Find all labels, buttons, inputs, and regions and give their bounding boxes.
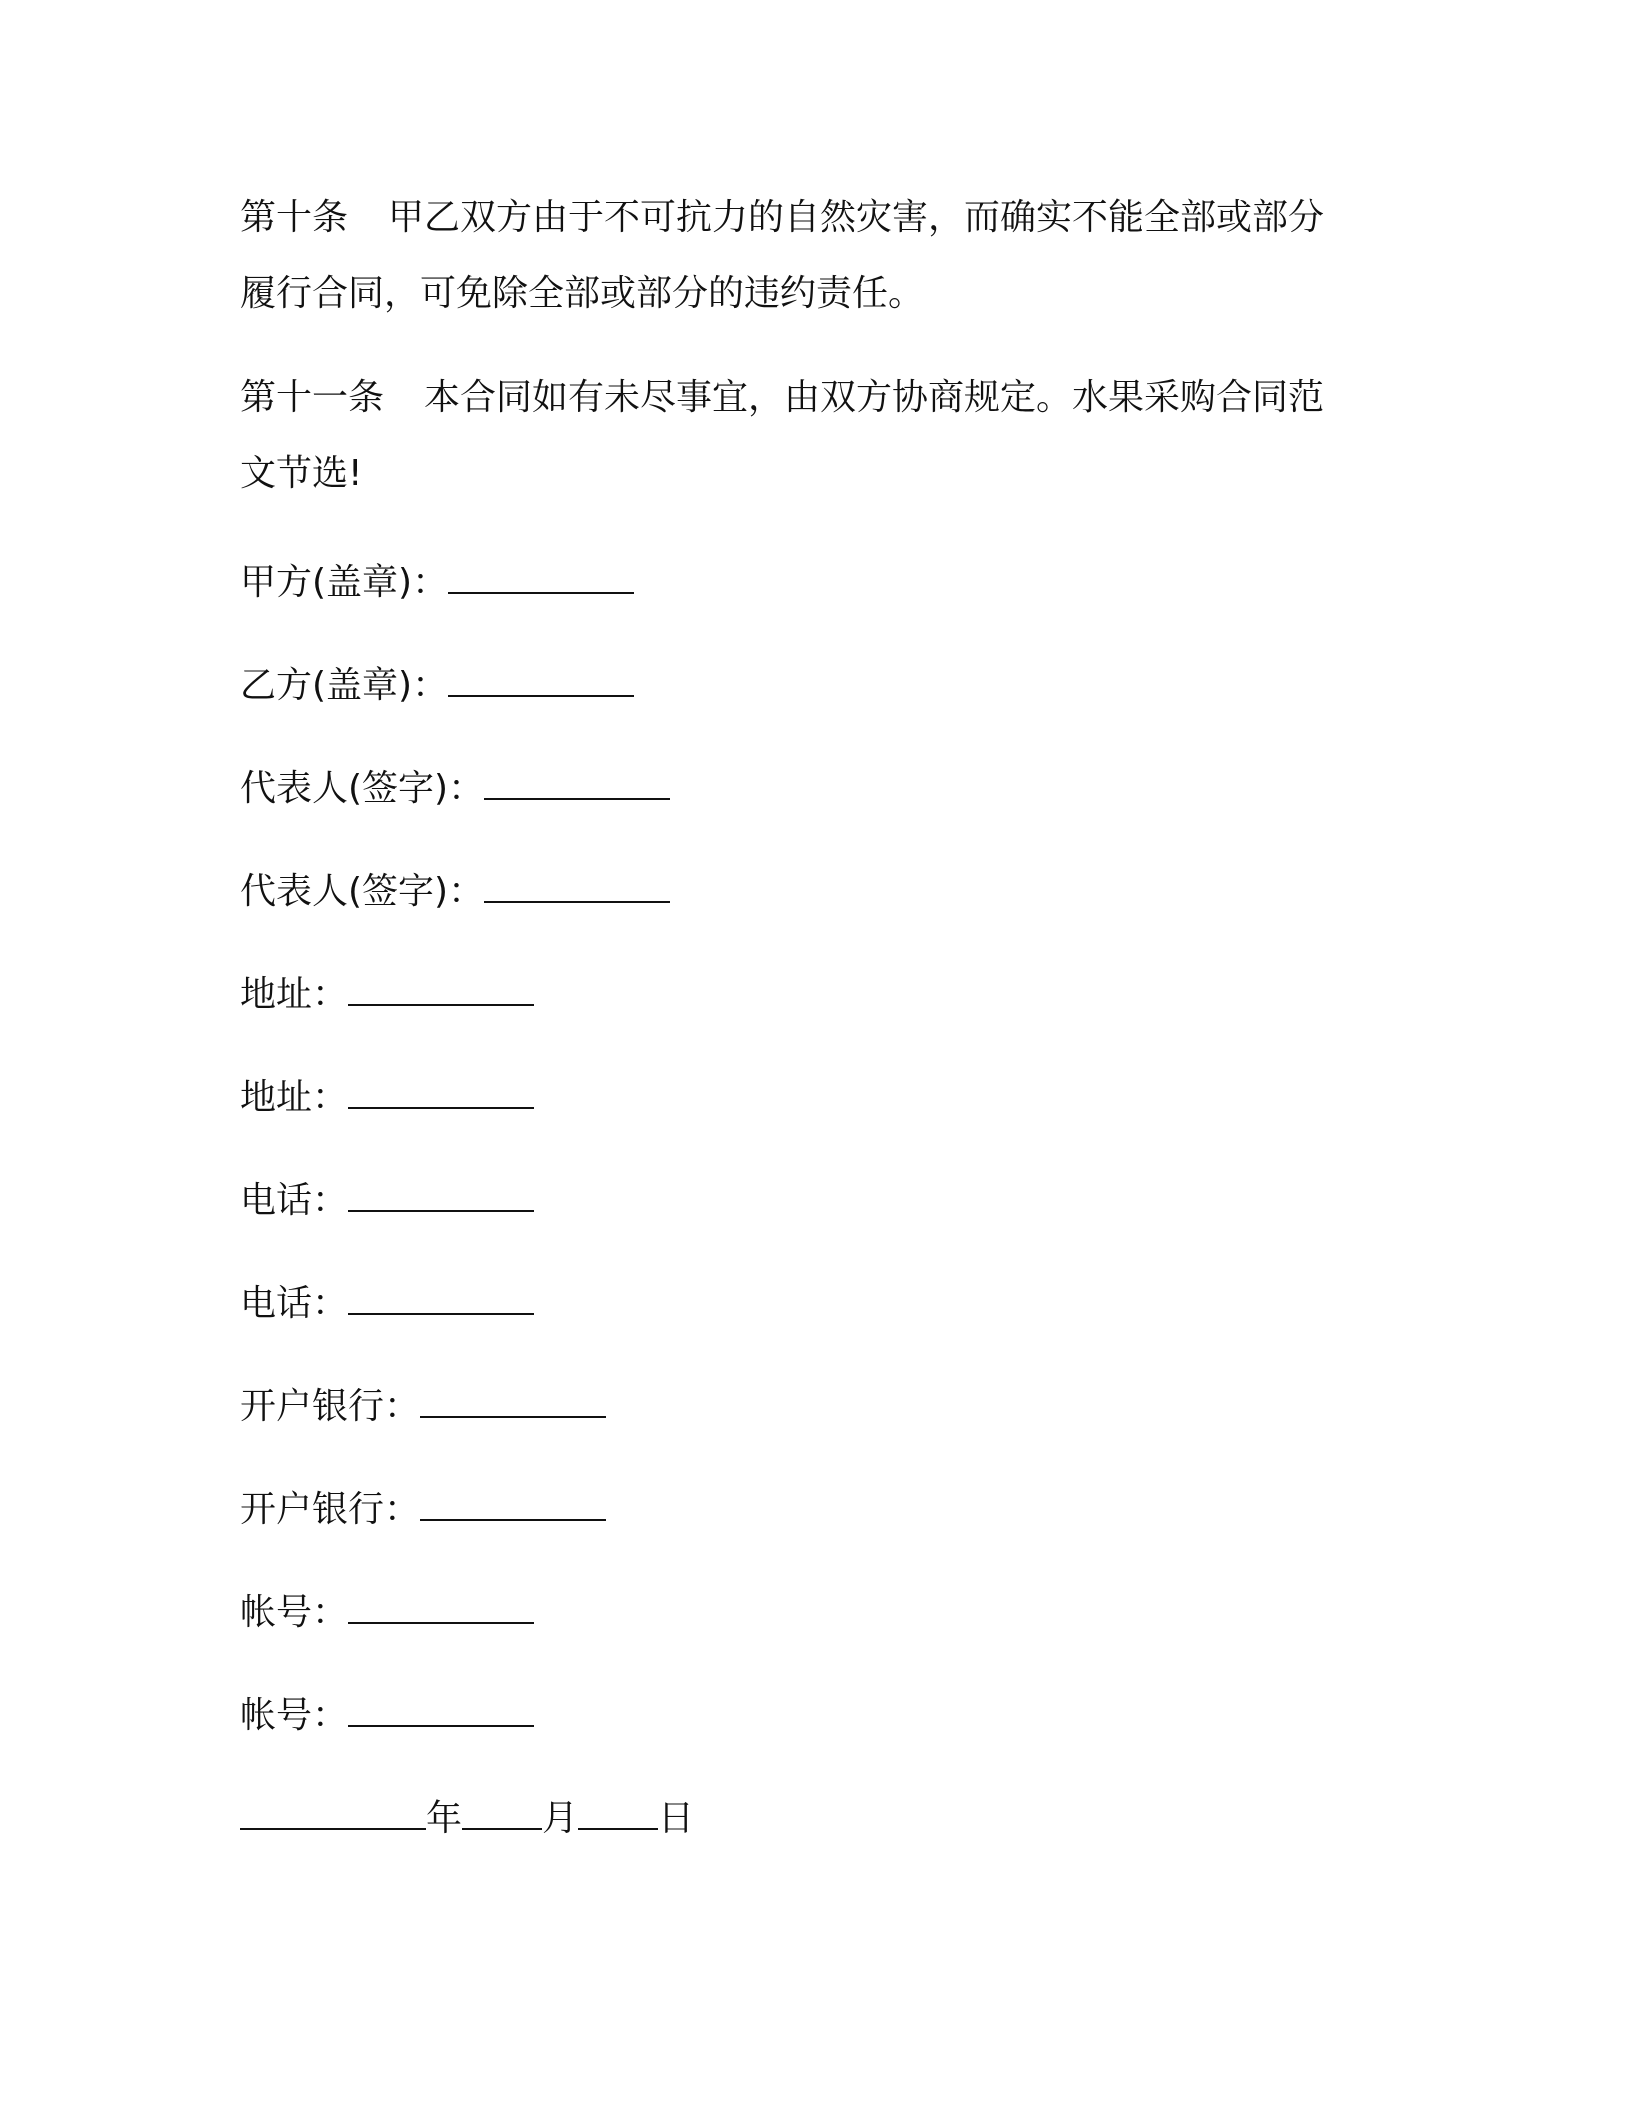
article-10-text-line2: 履行合同，可免除全部或部分的违约责任。	[240, 273, 925, 314]
year-blank	[240, 1792, 426, 1830]
address-a-field	[240, 968, 534, 1019]
article-10-number: 第十条	[240, 197, 349, 238]
field-label: 电话：	[240, 1180, 349, 1221]
field-label: 地址：	[240, 974, 349, 1015]
field-label: 代表人(签字)：	[240, 871, 485, 912]
month-blank	[462, 1792, 542, 1830]
article-11-text-line1: 本合同如有未尽事宜，由双方协商规定。水果采购合同范	[424, 377, 1325, 418]
party-a-seal-field	[240, 556, 634, 607]
phone-b-field	[240, 1277, 534, 1328]
field-label: 代表人(签字)：	[240, 768, 485, 809]
party-b-seal-field	[240, 659, 634, 710]
month-label: 月	[542, 1798, 579, 1839]
day-label: 日	[658, 1798, 695, 1839]
article-11-number: 第十一条	[240, 377, 385, 418]
field-label: 帐号：	[240, 1592, 349, 1633]
address-b-field	[240, 1071, 534, 1122]
date-line	[240, 1792, 694, 1843]
day-blank	[578, 1792, 658, 1830]
blank-line	[348, 1586, 534, 1624]
phone-a-field	[240, 1174, 534, 1225]
field-label: 开户银行：	[240, 1489, 421, 1530]
bank-a-field	[240, 1380, 606, 1431]
blank-line	[348, 1174, 534, 1212]
blank-line	[448, 556, 634, 594]
blank-line	[484, 762, 670, 800]
field-label: 帐号：	[240, 1695, 349, 1736]
blank-line	[348, 968, 534, 1006]
blank-line	[448, 659, 634, 697]
article-10-text-line1: 甲乙双方由于不可抗力的自然灾害，而确实不能全部或部分	[388, 197, 1325, 238]
field-label: 甲方(盖章)：	[240, 562, 449, 603]
year-label: 年	[426, 1798, 463, 1839]
account-a-field	[240, 1586, 534, 1637]
blank-line	[484, 865, 670, 903]
blank-line	[348, 1689, 534, 1727]
representative-a-signature-field	[240, 762, 670, 813]
blank-line	[348, 1277, 534, 1315]
article-10	[240, 180, 1360, 332]
article-11-text-line2: 文节选!	[240, 453, 363, 494]
blank-line	[348, 1071, 534, 1109]
field-label: 乙方(盖章)：	[240, 665, 449, 706]
representative-b-signature-field	[240, 865, 670, 916]
bank-b-field	[240, 1483, 606, 1534]
blank-line	[420, 1380, 606, 1418]
account-b-field	[240, 1689, 534, 1740]
field-label: 开户银行：	[240, 1386, 421, 1427]
article-11	[240, 360, 1360, 512]
field-label: 电话：	[240, 1283, 349, 1324]
blank-line	[420, 1483, 606, 1521]
field-label: 地址：	[240, 1077, 349, 1118]
